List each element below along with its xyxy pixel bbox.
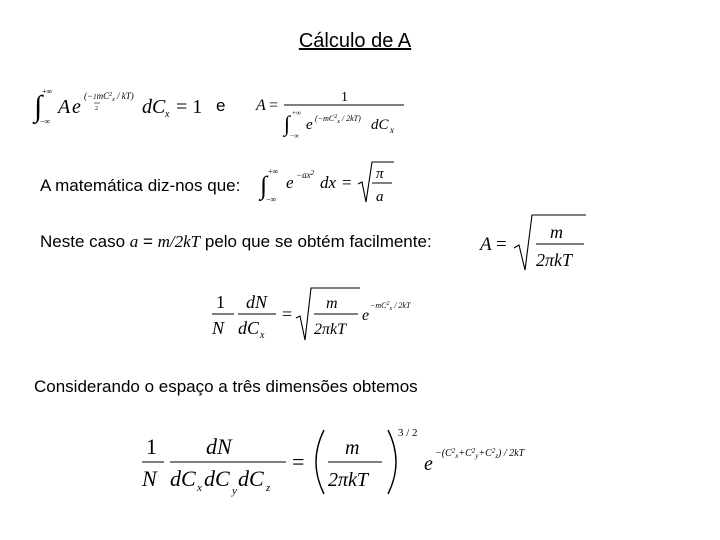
svg-text:2πkT: 2πkT [314, 321, 347, 338]
svg-text:= 1: = 1 [176, 96, 203, 118]
svg-text:2πkT: 2πkT [536, 250, 573, 270]
svg-text:x: x [390, 125, 394, 135]
formula-A-result [480, 212, 590, 279]
svg-text:=: = [282, 304, 293, 324]
svg-text:N: N [142, 466, 157, 491]
svg-text:=: = [496, 234, 507, 255]
integral-sign: ∫ [34, 90, 43, 123]
svg-text:dC: dC [204, 466, 230, 491]
svg-text:x: x [165, 109, 170, 120]
line2-expr: m/2kT [157, 232, 201, 251]
svg-text:∫: ∫ [284, 111, 291, 136]
distribution-1d-equation [210, 284, 440, 344]
formula-gaussian [260, 158, 400, 215]
formula-A-definition [256, 84, 416, 145]
formula-normalization [34, 82, 204, 137]
svg-text:+∞: +∞ [292, 109, 301, 117]
svg-text:=: = [342, 173, 352, 192]
svg-text:−mC2x / 2kT: $-mC^2_x / 2kT$ [370, 301, 411, 312]
svg-text:1: 1 [146, 434, 157, 459]
svg-text:−ax2: $-ax^2$ [296, 169, 315, 180]
A-definition-equation [256, 84, 416, 140]
page-title: Cálculo de A [298, 30, 412, 52]
line3-label: Considerando o espaço a três dimensões obtemos [34, 377, 418, 396]
lower-limit: −∞ [40, 117, 51, 126]
svg-text:e: e [306, 117, 313, 133]
connector-e: e [216, 96, 226, 115]
formula-distribution-1d [210, 284, 440, 349]
line2-var-a: a [129, 232, 139, 251]
svg-text:2πkT: 2πkT [328, 469, 369, 491]
svg-text:x: x [260, 330, 265, 341]
formula-distribution-3d [140, 424, 580, 505]
svg-text:a: a [376, 189, 384, 205]
svg-text:dC: dC [170, 466, 196, 491]
svg-text:N: N [212, 318, 225, 338]
svg-text:A: A [58, 96, 71, 118]
normalization-equation [34, 82, 204, 132]
line2-pre: Neste caso [40, 232, 130, 251]
svg-text:A: A [480, 234, 492, 255]
svg-text:m: m [326, 295, 338, 312]
svg-text:e: e [286, 173, 294, 192]
svg-text:+∞: +∞ [268, 167, 279, 176]
svg-text:−(C2x+C2y+C2z) / 2kT: $-(C^2_x+C^2_y+C^2_z) / 2kT$ [435, 447, 525, 460]
svg-text:dC: dC [238, 318, 260, 338]
line1-label: A matemática diz-nos que: [40, 176, 241, 195]
svg-text:dC: dC [238, 466, 264, 491]
svg-text:−∞: −∞ [290, 132, 299, 140]
svg-text:x: x [197, 482, 202, 494]
svg-text:−∞: −∞ [266, 195, 277, 204]
svg-text:(−mC2x / 2kT): $(-mC^2_x / 2kT)$ [315, 114, 361, 125]
svg-text:3 / 2: 3 / 2 [398, 427, 418, 439]
A-result-equation [480, 212, 590, 274]
svg-text:(−1mC2x / kT): $(-1mC^2_x / kT)$ [84, 91, 134, 103]
svg-text:e: e [72, 96, 81, 118]
line2-eq: = [138, 232, 158, 251]
svg-text:1: 1 [341, 90, 348, 105]
svg-text:e: e [362, 307, 370, 324]
svg-text:z: z [266, 482, 271, 494]
svg-text:m: m [345, 437, 360, 459]
svg-text:dC: dC [371, 117, 389, 133]
distribution-3d-equation [140, 424, 580, 500]
gaussian-equation [260, 158, 400, 210]
svg-text:π: π [376, 166, 384, 182]
svg-text:=: = [269, 97, 279, 114]
line2-sentence [40, 232, 432, 252]
svg-text:y: y [232, 485, 237, 497]
svg-text:∫: ∫ [260, 171, 268, 200]
svg-text:m: m [550, 222, 563, 242]
svg-text:dC: dC [142, 96, 166, 118]
svg-text:dN: dN [206, 434, 232, 459]
svg-text:dN: dN [246, 292, 268, 312]
svg-text:A: A [256, 97, 266, 114]
upper-limit: +∞ [42, 87, 53, 96]
svg-text:=: = [292, 449, 305, 474]
svg-text:1: 1 [216, 292, 225, 312]
svg-text:2: 2 [95, 106, 98, 112]
line2-post: pelo que se obtém facilmente: [200, 232, 432, 251]
svg-text:e: e [424, 453, 433, 475]
svg-text:dx: dx [320, 173, 337, 192]
